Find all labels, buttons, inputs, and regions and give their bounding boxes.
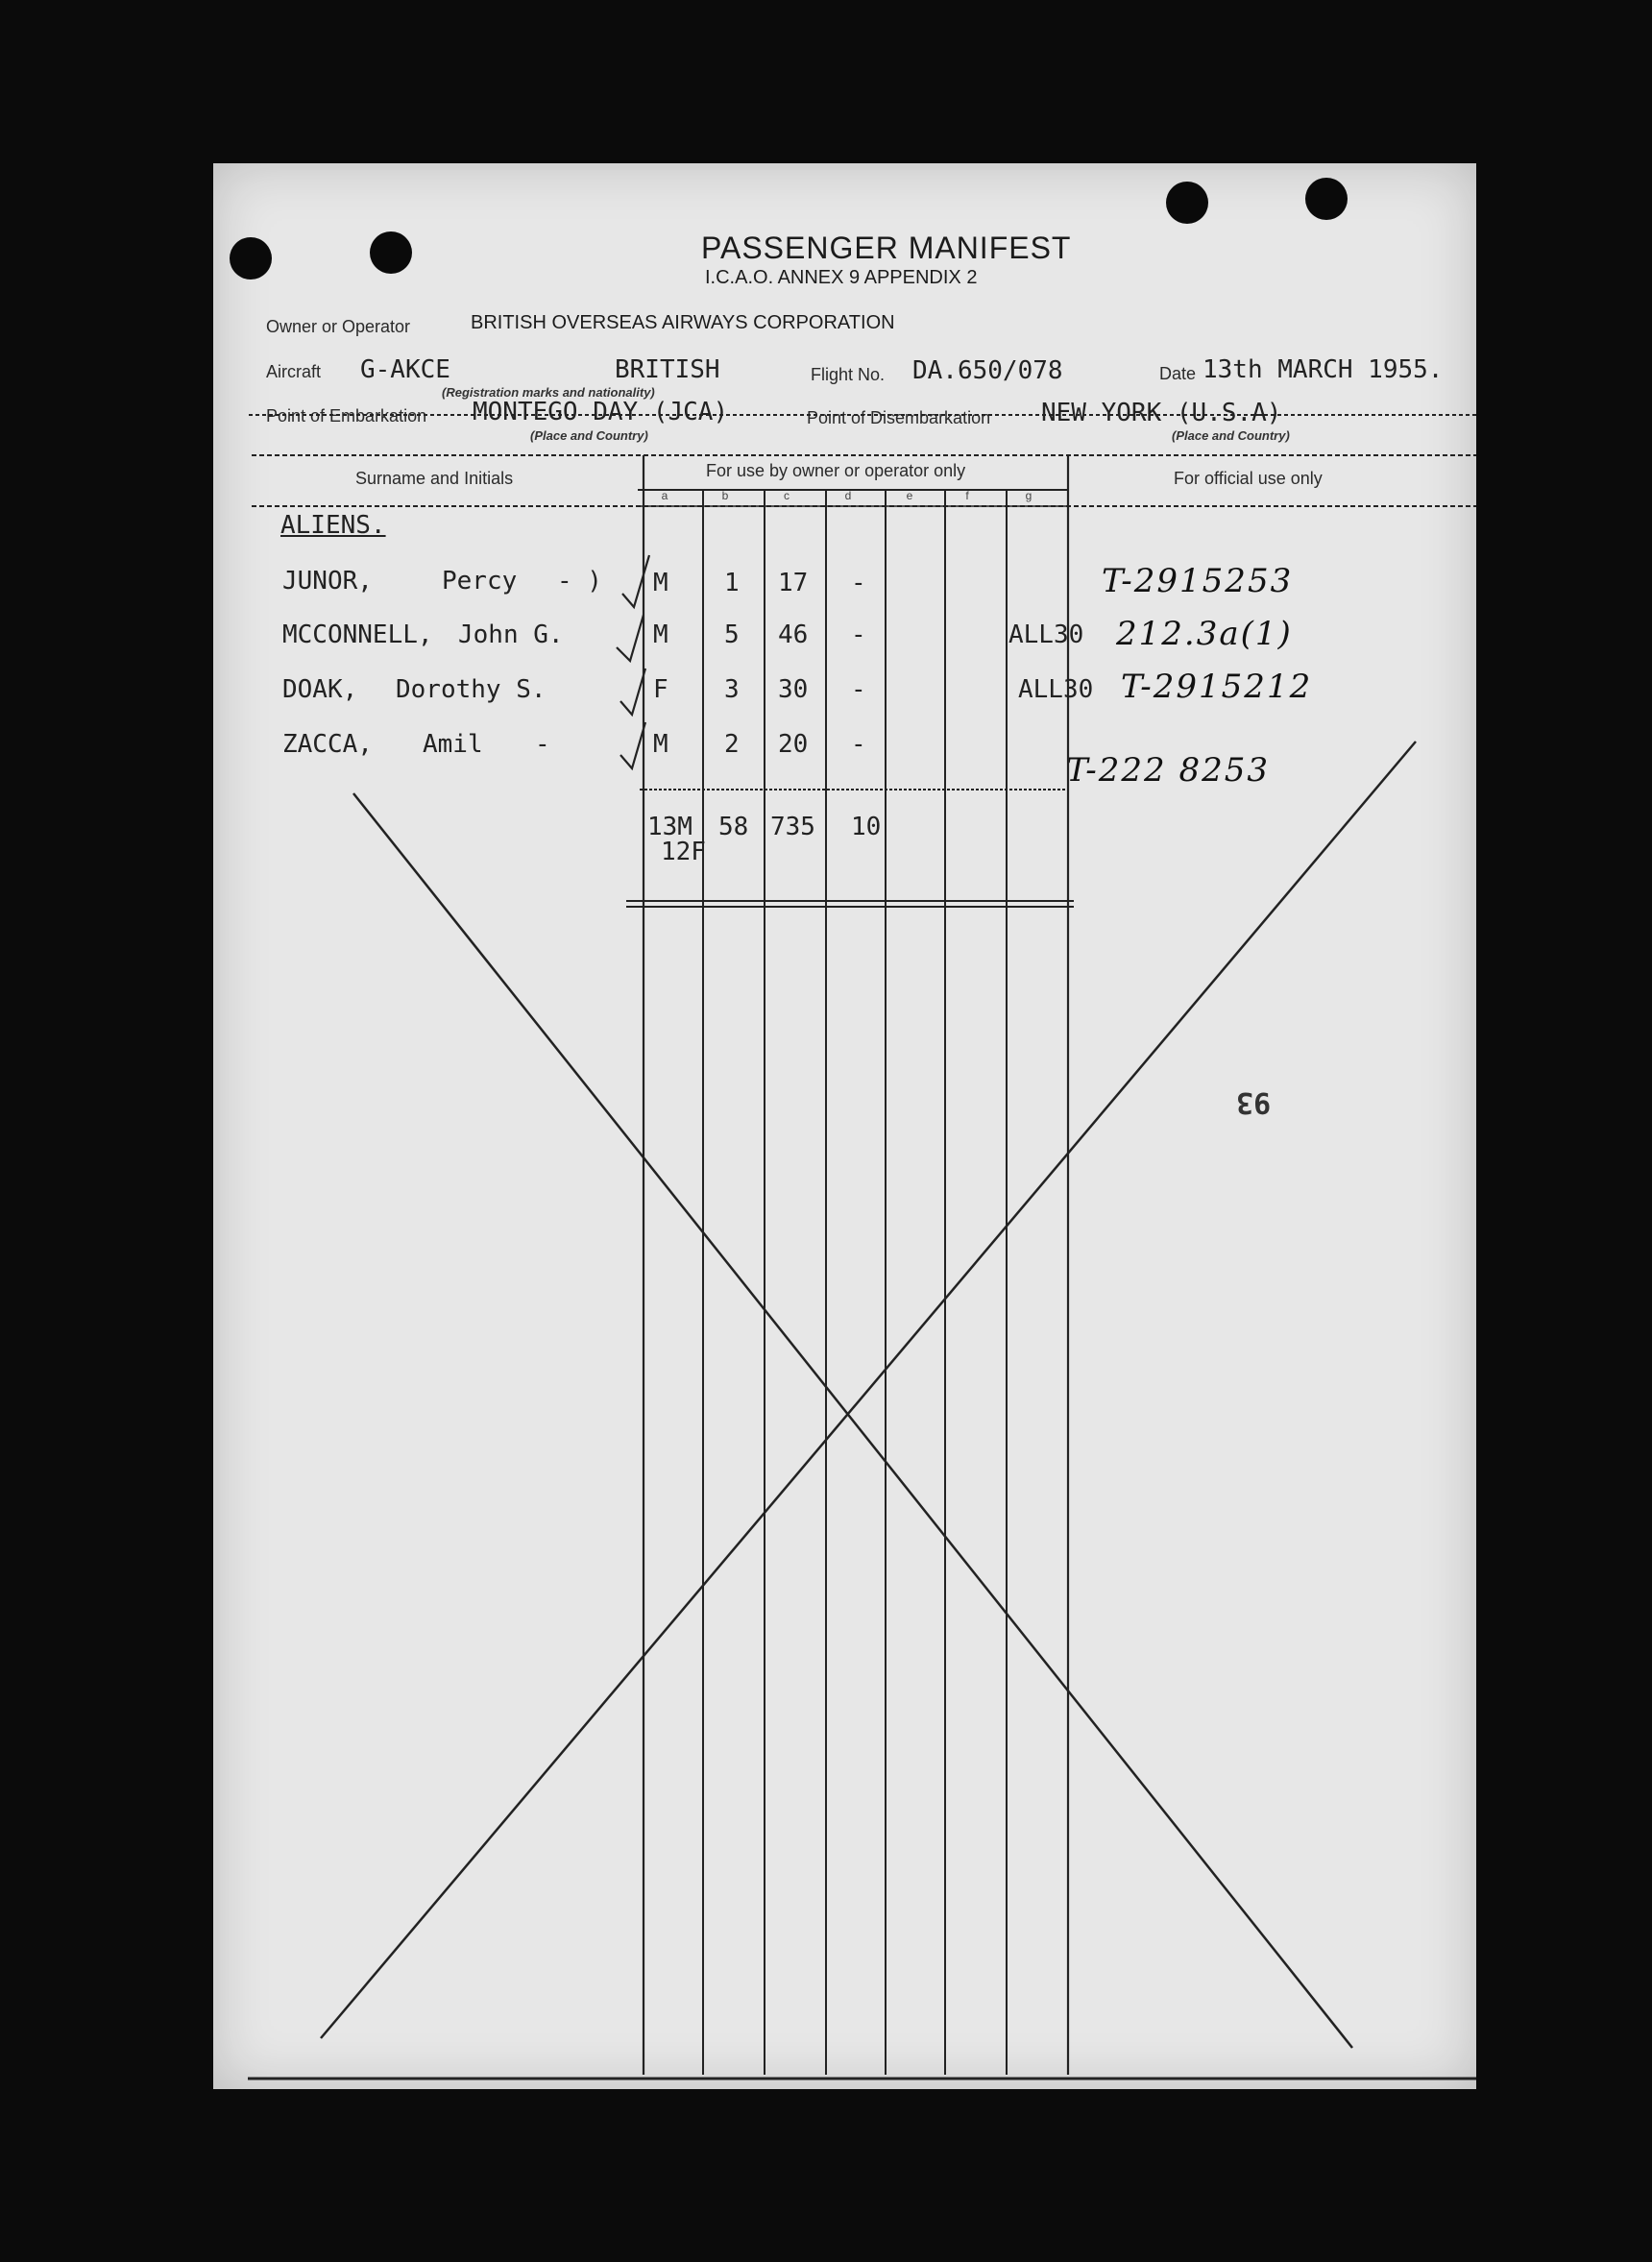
total-male: 13M [647,813,692,841]
registration-note: (Registration marks and nationality) [442,385,655,400]
passenger-surname: JUNOR, [282,567,373,596]
cell-g: ALL30 [1018,675,1094,704]
column-letter-b: b [721,489,729,502]
flight-value: DA.650/078 [912,356,1063,385]
cell-d: - [851,675,866,704]
passenger-given-name: Amil [423,730,483,759]
cell-b: 1 [724,569,740,597]
column-letter-a: a [661,489,668,502]
form-subtitle: I.C.A.O. ANNEX 9 APPENDIX 2 [705,267,978,288]
column-header-owner-use: For use by owner or operator only [706,461,966,480]
column-letter-c: c [784,489,790,502]
cell-b: 3 [724,675,740,704]
total-c: 735 [770,813,815,841]
cell-c: 20 [778,730,809,759]
passenger-surname: DOAK, [282,675,358,704]
cell-d: - [851,730,866,759]
stamp-number: 93 [1236,1085,1272,1119]
passenger-given-name: Dorothy S. [396,675,547,704]
owner-label: Owner or Operator [266,317,411,336]
cell-c: 17 [778,569,809,597]
passenger-given-name: John G. [458,620,564,649]
embarkation-value: MONTEGO DAY (JCA) [473,398,729,426]
passenger-given-name: Percy [442,567,518,596]
cell-b: 2 [724,730,740,759]
embarkation-note: (Place and Country) [530,428,648,443]
official-number: T-2915253 [1102,562,1294,600]
column-header-surname: Surname and Initials [355,469,514,488]
column-letter-g: g [1025,489,1032,502]
disembarkation-note: (Place and Country) [1172,428,1290,443]
cell-sex: M [653,620,668,649]
nationality-value: BRITISH [615,355,720,384]
total-b: 58 [718,813,749,841]
disembarkation-label: Point of Disembarkation [807,408,991,427]
column-letter-d: d [844,489,852,502]
cell-sex: F [653,675,668,704]
aircraft-label: Aircraft [266,362,322,381]
embarkation-label: Point of Embarkation [266,406,427,426]
passenger-surname: ZACCA, [282,730,373,759]
passenger-surname: MCCONNELL, [282,620,433,649]
cell-d: - [851,620,866,649]
passenger-trail: - ) [557,567,602,596]
form-title: PASSENGER MANIFEST [701,231,1072,265]
date-label: Date [1159,364,1197,383]
official-number: 212.3a(1) [1116,615,1293,653]
disembarkation-value: NEW YORK (U.S.A) [1041,399,1282,427]
cell-sex: M [653,569,668,597]
aircraft-value: G-AKCE [360,355,450,384]
cell-c: 46 [778,620,809,649]
column-letter-f: f [965,489,969,502]
total-female: 12F [661,838,706,866]
cell-c: 30 [778,675,809,704]
flight-label: Flight No. [811,365,886,384]
official-number: T-2915212 [1121,668,1313,706]
passenger-trail: - [535,730,550,759]
column-letter-e: e [906,489,913,502]
total-d: 10 [851,813,882,841]
owner-value: BRITISH OVERSEAS AIRWAYS CORPORATION [471,312,895,333]
date-value: 13th MARCH 1955. [1203,355,1444,384]
cell-sex: M [653,730,668,759]
cell-g: ALL30 [1008,620,1084,649]
column-header-official-use: For official use only [1174,469,1323,488]
cell-b: 5 [724,620,740,649]
official-number: T-222 8253 [1066,751,1271,790]
section-heading-aliens: ALIENS. [280,511,386,540]
cell-d: - [851,569,866,597]
